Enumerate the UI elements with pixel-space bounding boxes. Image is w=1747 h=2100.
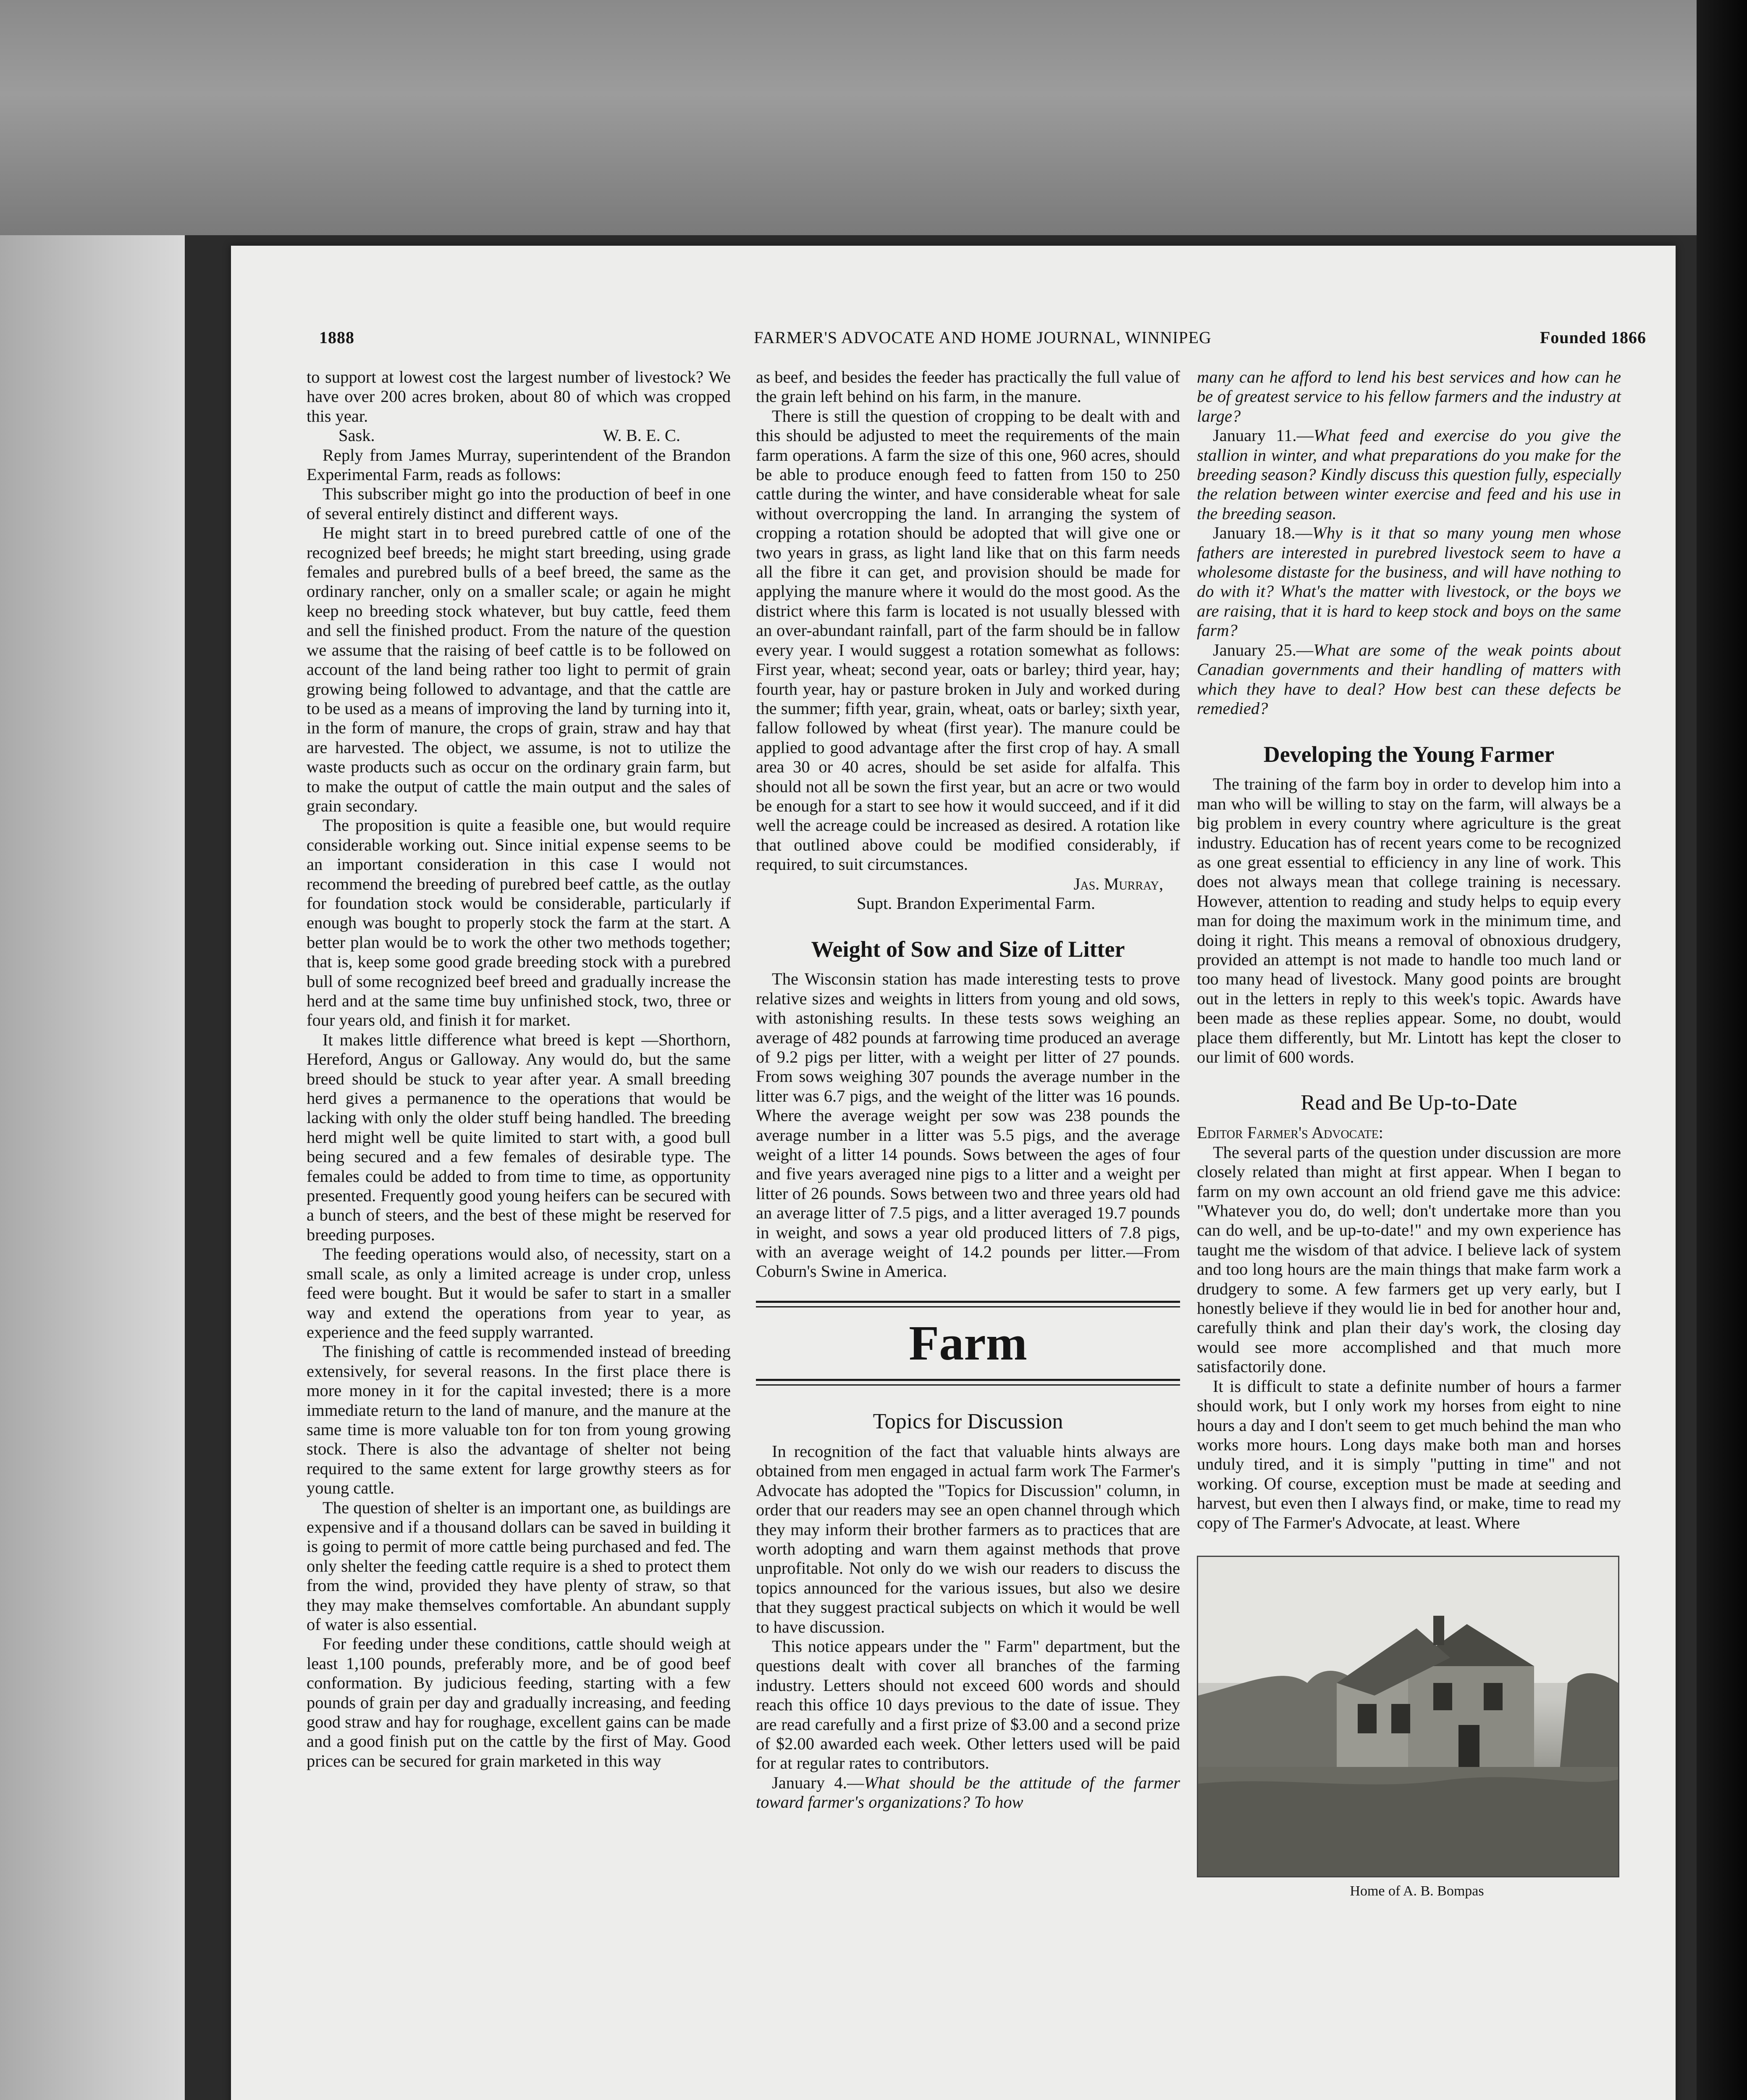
scan-background-left	[0, 235, 185, 2100]
heading-read-and-be-up-to-date: Read and Be Up-to-Date	[1301, 1091, 1517, 1115]
paragraph: The proposition is quite a feasible one, but would require considerable working out. Since initial expense seems to be an important consideration in this case I would not recommend the breeding of purebred beef cattle, as the outlay for foundation stock would be considerable, particularly if enough was bought to properly stock the farm at the start. A better plan would be to work the other two methods together; that is, keep some good grade breeding stock with a purebred bull of some recognized beef breed and gradually increase the herd and at the same time buy unfinished stock, two, three or four years old, and finish it for market.	[307, 816, 731, 1030]
paragraph: In recognition of the fact that valuable hints always are obtained from men engaged in actual farm work The Farmer's Advocate has adopted the "Topics for Discussion" column, in order that our readers may see an open channel through which they may inform their brother farmers as to practices that are worth adopting and warn them against methods that prove unprofitable. Not only do we wish our readers to discuss the topics announced for the various issues, but also we desire that they suggest practical subjects on which it would be well to have discussion.	[756, 1441, 1180, 1636]
topic-date: January 25.—	[1213, 640, 1314, 659]
paragraph: This subscriber might go into the production of beef in one of several entirely distinct and different ways.	[307, 484, 731, 523]
paragraph: Reply from James Murray, superintendent of the Brandon Experimental Farm, reads as follows:	[307, 445, 731, 484]
heading-developing-young-farmer: Developing the Young Farmer	[1263, 742, 1555, 767]
signoff-name: Jas. Murray,	[1073, 874, 1163, 893]
topic-date: January 4.—	[772, 1773, 864, 1792]
rule-divider	[756, 1301, 1180, 1303]
column-left	[307, 368, 731, 2100]
paragraph: The Wisconsin station has made interesting tests to prove relative sizes and weights in litters from young and old sows, with astonishing results. In these tests sows weighing an average of 482 pounds at farrowing time produced an average of 9.2 pigs per litter, with a weight per litter of 27 pounds. From sows weighing 307 pounds the average number in the litter was 6.7 pigs, and the weight of the litter was 16 pounds. Where the average weight per sow was 238 pounds the average number in a litter was 5.5 pigs, and the average weight of a litter 14 pounds. Sows between the ages of four and five years averaged nine pigs to a litter and a weight per litter of 26 pounds. Sows between two and three years old had an average litter of 7.5 pigs, and a litter averaged 19.7 pounds in weight, and sows a year old produced litters of 7.8 pigs, with an average weight of 14.2 pounds per litter.—From Coburn's Swine in America.	[756, 969, 1180, 1281]
topic-question: What feed and exercise do you give the stallion in winter, and what preparations do you make for the breeding season? Kindly discuss this question fully, especially the relation between winter exercise and feed and his use in the breeding season.	[1197, 426, 1621, 523]
column-middle	[756, 368, 1180, 2100]
paragraph: The question of shelter is an important one, as buildings are expensive and if a thousand dollars can be saved in building it is going to permit of more cattle being purchased and fed. The only shelter the feeding cattle require is a shed to protect them from the wind, provided they have plenty of straw, so that they may make themselves comfortable. An abundant supply of water is also essential.	[307, 1498, 731, 1634]
paragraph: The finishing of cattle is recommended instead of breeding extensively, for several reasons. In the first place there is more money in it for the capital invested; there is a more immediate return to the land of manure, and the manure at the same time is more valuable ton for ton from young growing stock. There is also the advantage of shelter not being required to the same extent for large growthy steers as for young cattle.	[307, 1342, 731, 1498]
department-header	[756, 1301, 1180, 1386]
heading-topics-for-discussion: Topics for Discussion	[873, 1409, 1063, 1433]
publication-title: FARMER'S ADVOCATE AND HOME JOURNAL, WINNIPEG	[754, 328, 1212, 347]
paragraph	[756, 1773, 1180, 1812]
paragraph: The training of the farm boy in order to develop him into a man who will be willing to stay on the farm, will always be a big problem in every country where agriculture is the great industry. Education has of recent years come to be recognized as one great essential to efficiency in any line of work. This does not always mean that college training is necessary. However, attention to reading and study helps to equip every man for doing the maximum work in the minimum time, and doing it right. This means a removal of obnoxious drudgery, provided an attempt is not made to handle too much land or too many head of livestock. Many good points are brought out in the letters in reply to this week's topic. Awards have been made as these replies appear. Some, no doubt, would place them differently, but Mr. Lintott has kept the closer to our limit of 600 words.	[1197, 774, 1621, 1066]
paragraph	[1197, 426, 1621, 523]
rule-divider	[756, 1384, 1180, 1386]
topic-question: many can he afford to lend his best services and how can he be of greatest service to his fellow farmers and the industry at large?	[1197, 368, 1621, 425]
paragraph	[1197, 523, 1621, 640]
topic-date: January 18.—	[1213, 523, 1312, 543]
heading-weight-of-sow: Weight of Sow and Size of Litter	[811, 937, 1125, 962]
paragraph: as beef, and besides the feeder has practically the full value of the grain left behind on his farm, in the manure.	[756, 368, 1180, 406]
farmhouse-photo	[1197, 1556, 1619, 1877]
topic-date: January 11.—	[1213, 426, 1314, 445]
paragraph: It makes little difference what breed is kept —Shorthorn, Hereford, Angus or Galloway. Any would do, but the same breed should be stuck to year after year. A small breeding herd gives a permanence to the operations that would be lacking with only the older stuff being handled. The breeding herd might well be quite limited to start with, a good bull being secured and a few females of desirable type. The females could be added to from time to time, as opportunity presented. Frequently good young heifers can be secured with a bunch of steers, and the best of these might be reserved for breeding purposes.	[307, 1030, 731, 1244]
editor-salutation: Editor Farmer's Advocate:	[1197, 1123, 1383, 1142]
paragraph	[1197, 640, 1621, 719]
rule-divider	[756, 1306, 1180, 1307]
signature-initials: W. B. E. C.	[603, 426, 680, 445]
topic-question: Why is it that so many young men whose fathers are interested in purebred livestock seem to have a wholesome distaste for the business, and will have nothing to do with it? What's the matter with livestock, or the boys we are raising, that it is hard to keep stock and boys on the same farm?	[1197, 523, 1621, 640]
letter-signature	[307, 426, 731, 445]
column-right	[1197, 368, 1621, 2100]
signoff-title: Supt. Brandon Experimental Farm.	[856, 893, 1096, 913]
paragraph: He might start in to breed purebred cattle of one of the recognized beef breeds; he might start breeding, using grade females and purebred bulls of a beef breed, the same as the ordinary rancher, only on a smaller scale; or again he might keep no breeding stock whatever, but buy cattle, feed them and sell the finished product. From the nature of the question we assume that the raising of beef cattle is to be followed on account of the land being rather too light to permit of grain growing being followed to advantage, and that the cattle are to be used as a means of improving the land by turning into it, in the form of manure, the crops of grain, straw and hay that are harvested. The object, we assume, is not to utilize the waste products such as occur on the ordinary grain farm, but to make the output of cattle the main output and the sales of grain secondary.	[307, 523, 731, 815]
scan-background-top	[0, 0, 1747, 235]
scan-background-right	[1697, 0, 1747, 2100]
department-title: Farm	[909, 1315, 1027, 1370]
newspaper-page	[231, 246, 1676, 2100]
farmhouse-illustration	[1198, 1557, 1618, 1876]
topic-question: What should be the attitude of the farmer toward farmer's organizations? To how	[756, 1773, 1180, 1812]
photo-caption: Home of A. B. Bompas	[1350, 1883, 1484, 1899]
paragraph: The feeding operations would also, of necessity, start on a small scale, as only a limited acreage is under crop, unless feed were bought. But it would be safer to start in a smaller way and extend the operations from year to year, as experience and the feed supply warranted.	[307, 1244, 731, 1341]
paragraph: to support at lowest cost the largest number of livestock? We have over 200 acres broken, about 80 of which was cropped this year.	[307, 368, 731, 425]
paragraph: It is difficult to state a definite number of hours a farmer should work, but I only work my horses from eight to nine hours a day and I don't seem to get much behind the man who works more hours. Long days make both man and horses unduly tired, and it is simply "putting in time" and not working. Of course, exception must be made at seeding and harvest, but even then I always find, or make, time to read my copy of The Farmer's Advocate, at least. Where	[1197, 1376, 1621, 1532]
rule-divider	[756, 1379, 1180, 1381]
page-number: 1888	[319, 328, 354, 347]
paragraph: This notice appears under the " Farm" department, but the questions dealt with cover all branches of the farming industry. Letters should not exceed 600 words and should reach this office 10 days previous to the date of issue. They are read carefully and a first prize of $3.00 and a second prize of $2.00 awarded each week. Other letters used will be paid for at regular rates to contributors.	[756, 1636, 1180, 1773]
signature-place: Sask.	[338, 426, 375, 445]
paragraph: For feeding under these conditions, cattle should weigh at least 1,100 pounds, preferably more, and be of good beef conformation. By judicious feeding, starting with a few pounds of grain per day and gradually increasing, and feeding good straw and hay for roughage, excellent gains can be made and a good finish put on the cattle by the first of May. Good prices can be secured for grain marketed in this way	[307, 1634, 731, 1770]
topic-question: What are some of the weak points about Canadian governments and their handling of matters with which they have to deal? How best can these defects be remedied?	[1197, 640, 1621, 718]
paragraph: There is still the question of cropping to be dealt with and this should be adjusted to meet the requirements of the main farm operations. A farm the size of this one, 960 acres, should be able to produce enough feed to fatten from 150 to 250 cattle during the winter, and have considerable wheat for sale without overcropping the land. In arranging the system of cropping a rotation should be adopted that will give one or two years in grass, as light land like that on this farm needs all the fibre it can get, and provision should be made for applying the manure where it would do the most good. As the district where this farm is located is not usually blessed with an over-abundant rainfall, part of the farm should be in fallow every year. I would suggest a rotation somewhat as follows: First year, wheat; second year, oats or barley; third year, hay; fourth year, hay or pasture broken in July and worked during the summer; fifth year, grain, wheat, oats or barley; sixth year, fallow followed by wheat (first year). The manure could be applied to good advantage after the first crop of hay. A small area 30 or 40 acres, should be set aside for alfalfa. This should not all be sown the first year, but an acre or two would be enough for a start to see how it would succeed, and if it did well the acreage could be increased as desired. A rotation like that outlined above could be modified considerably, if required, to suit circumstances.	[756, 406, 1180, 874]
running-head	[319, 328, 1646, 361]
founded-label: Founded 1866	[1540, 328, 1646, 347]
paragraph: The several parts of the question under discussion are more closely related than might at first appear. When I began to farm on my own account an old friend gave me this advice: "Whatever you do, do well; don't undertake more than you can do well, and be up-to-date!" and my own experience has taught me the wisdom of that advice. I believe lack of system and too long hours are the main things that make farm work a drudgery to some. A few farmers get up very early, but I honestly believe if they would lie in bed for another hour and, carefully think and plan their day's work, the closing day would see more accomplished and that much more satisfactorily done.	[1197, 1142, 1621, 1376]
